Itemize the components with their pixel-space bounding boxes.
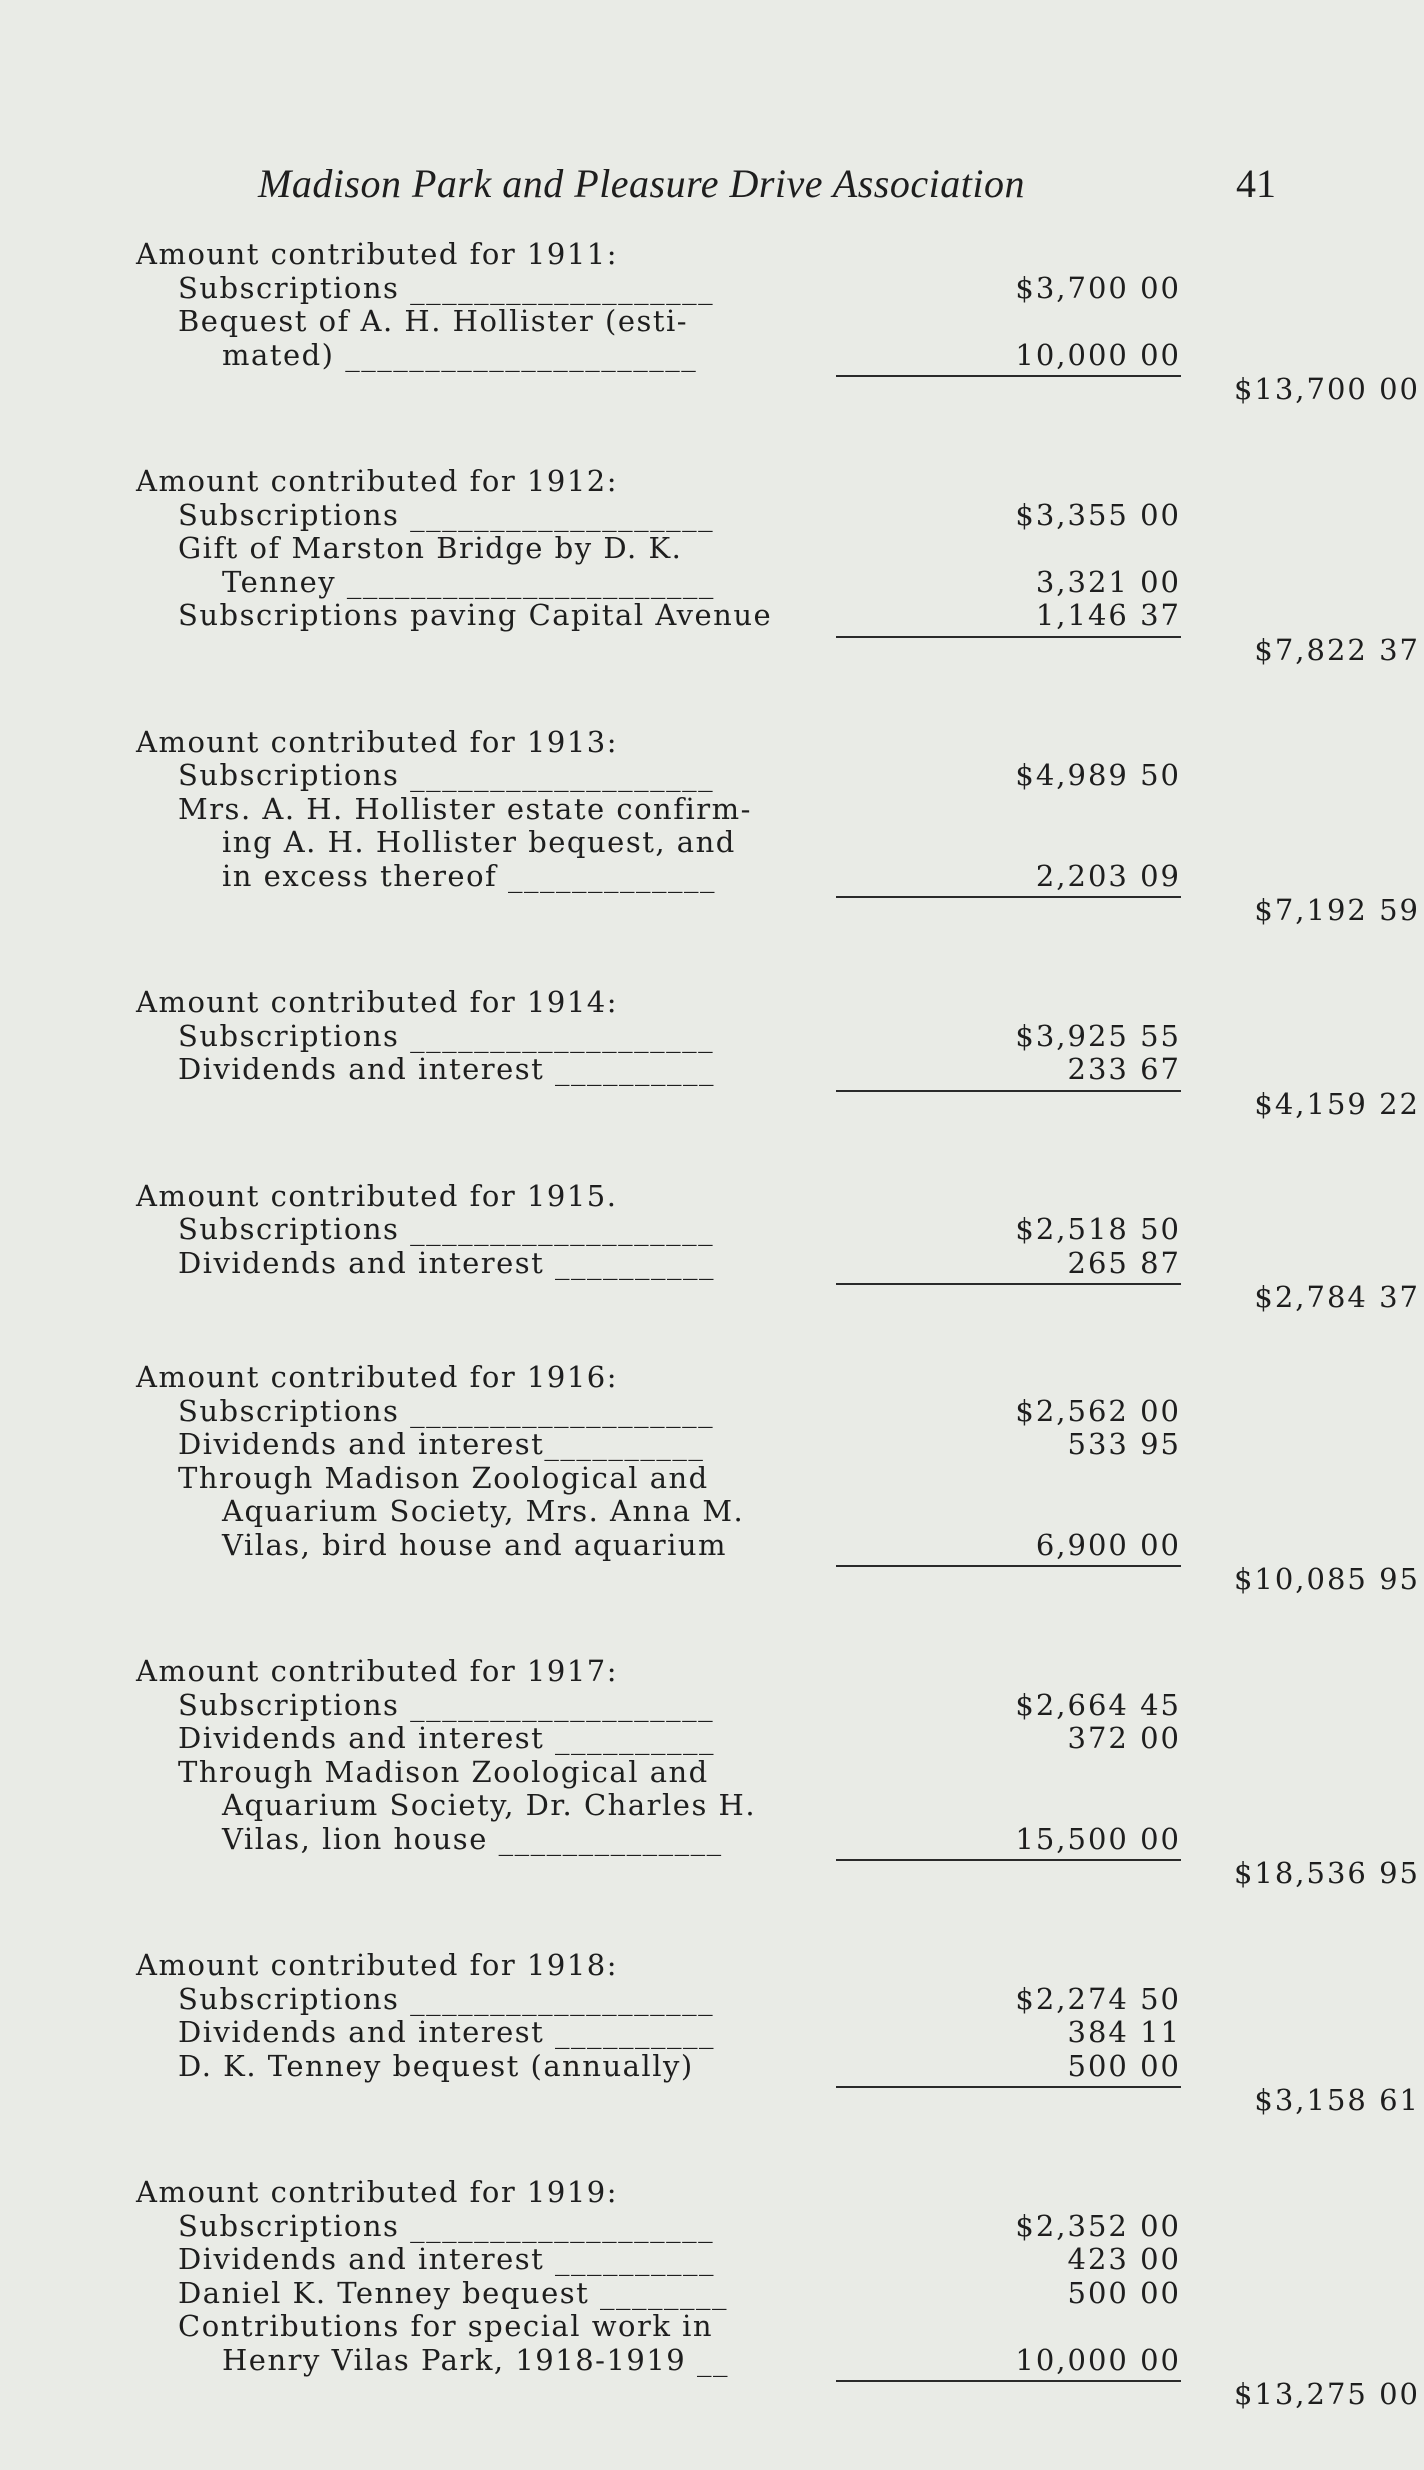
line-item (136, 2344, 1286, 2378)
item-amount: 10,000 00 (1015, 337, 1181, 372)
line-item (136, 2277, 1286, 2311)
item-amount: $2,664 45 (1015, 1687, 1181, 1722)
item-amount: 500 00 (1067, 2048, 1181, 2083)
line-item (136, 1495, 1286, 1529)
item-description: Contributions for special work in (178, 2309, 714, 2343)
item-amount: 15,500 00 (1015, 1821, 1181, 1856)
item-amount: 1,146 37 (1035, 598, 1181, 632)
year-heading: Amount contributed for 1916: (136, 1360, 618, 1394)
line-item (136, 1756, 1286, 1790)
year-heading: Amount contributed for 1912: (136, 464, 618, 498)
year-heading: Amount contributed for 1913: (136, 724, 618, 759)
year-total-row (136, 2377, 1420, 2415)
item-amount: 6,900 00 (1035, 1527, 1181, 1562)
year-total-row (136, 372, 1420, 410)
item-description: Subscriptions ___________________ (178, 1018, 715, 1053)
item-amount: 372 00 (1067, 1721, 1181, 1755)
year-total: $3,158 61 (1254, 2083, 1420, 2117)
item-description: Daniel K. Tenney bequest ________ (178, 2275, 729, 2310)
item-amount: 500 00 (1067, 2275, 1181, 2310)
item-amount: 2,203 09 (1035, 858, 1181, 893)
item-description: Henry Vilas Park, 1918-1919 __ (222, 2342, 729, 2377)
line-item (136, 1823, 1286, 1857)
item-amount: $2,352 00 (1015, 2208, 1181, 2243)
year-heading: Amount contributed for 1919: (136, 2175, 618, 2209)
item-description: Gift of Marston Bridge by D. K. (178, 531, 683, 565)
item-description: Mrs. A. H. Hollister estate confirm- (178, 791, 752, 826)
item-amount: $2,518 50 (1015, 1212, 1181, 1246)
line-item (136, 1462, 1286, 1496)
year-total-row (136, 2083, 1420, 2121)
item-description: mated) ______________________ (222, 337, 698, 372)
line-item (136, 793, 1286, 827)
item-amount: 10,000 00 (1015, 2342, 1181, 2377)
line-item (136, 2310, 1286, 2344)
year-heading: Amount contributed for 1915. (136, 1178, 618, 1213)
line-item (136, 532, 1286, 566)
year-total-row (136, 632, 1420, 671)
item-description: Vilas, bird house and aquarium (222, 1527, 728, 1562)
contributions-list (136, 237, 1420, 2470)
line-item (136, 1983, 1286, 2017)
item-description: Dividends and interest __________ (178, 1052, 716, 1086)
year-total-row (136, 1086, 1420, 1125)
item-amount: 533 95 (1067, 1427, 1181, 1461)
item-amount: $2,274 50 (1015, 1981, 1181, 2016)
year-total: $7,822 37 (1254, 632, 1420, 667)
line-item (136, 1053, 1286, 1087)
item-description: Dividends and interest __________ (178, 2015, 716, 2049)
year-total: $7,192 59 (1254, 893, 1420, 927)
item-amount: 3,321 00 (1035, 564, 1181, 599)
year-total: $10,085 95 (1233, 1562, 1420, 1596)
item-description: Dividends and interest __________ (178, 2242, 716, 2276)
item-description: Dividends and interest __________ (178, 1721, 716, 1755)
line-item (136, 499, 1286, 533)
item-description: Subscriptions ___________________ (178, 270, 715, 305)
line-item (136, 272, 1286, 306)
item-description: Through Madison Zoological and (178, 1754, 709, 1789)
line-item (136, 1247, 1286, 1281)
year-block (136, 1178, 1420, 1319)
line-item (136, 2016, 1286, 2050)
year-block (136, 1654, 1420, 1894)
year-total: $13,275 00 (1233, 2377, 1420, 2411)
page-number: 41 (1236, 161, 1276, 206)
item-amount: 384 11 (1067, 2015, 1181, 2049)
item-amount: $2,562 00 (1015, 1393, 1181, 1428)
year-heading: Amount contributed for 1911: (136, 237, 618, 271)
item-description: Subscriptions ___________________ (178, 1687, 715, 1722)
line-item (136, 2050, 1286, 2084)
year-heading: Amount contributed for 1914: (136, 985, 618, 1019)
line-item (136, 599, 1286, 633)
item-amount: 265 87 (1067, 1245, 1181, 1280)
line-item (136, 1689, 1286, 1723)
item-description: D. K. Tenney bequest (annually) (178, 2048, 694, 2083)
year-total: $18,536 95 (1233, 1856, 1420, 1890)
year-total-row (136, 1562, 1420, 1600)
line-item (136, 860, 1286, 894)
item-description: Subscriptions paving Capital Avenue (178, 598, 773, 632)
item-description: Subscriptions ___________________ (178, 1393, 715, 1428)
year-total: $13,700 00 (1233, 372, 1420, 406)
item-description: Subscriptions ___________________ (178, 758, 715, 792)
year-block (136, 464, 1420, 671)
item-description: ing A. H. Hollister bequest, and (222, 825, 736, 859)
year-total-row (136, 1280, 1420, 1318)
year-block (136, 237, 1420, 410)
item-amount: $3,700 00 (1015, 270, 1181, 305)
year-block (136, 724, 1420, 932)
item-amount: $3,925 55 (1015, 1018, 1181, 1053)
item-description: Bequest of A. H. Hollister (esti- (178, 304, 689, 338)
line-item (136, 2243, 1286, 2277)
line-item (136, 1722, 1286, 1756)
line-item (136, 1020, 1286, 1054)
item-description: Subscriptions ___________________ (178, 1212, 715, 1246)
item-amount: 423 00 (1067, 2242, 1181, 2276)
line-item (136, 759, 1286, 793)
year-total-row (136, 1856, 1420, 1894)
item-description: Tenney _______________________ (222, 564, 715, 599)
running-head: Madison Park and Pleasure Drive Association (258, 161, 1025, 206)
year-block (136, 985, 1420, 1125)
year-heading: Amount contributed for 1918: (136, 1948, 618, 1982)
line-item (136, 339, 1286, 373)
line-item (136, 1428, 1286, 1462)
item-description: Aquarium Society, Dr. Charles H. (222, 1788, 757, 1822)
line-item (136, 826, 1286, 860)
line-item (136, 1395, 1286, 1429)
item-amount: $4,989 50 (1015, 758, 1181, 792)
item-description: Subscriptions ___________________ (178, 497, 715, 532)
year-total: $2,784 37 (1254, 1280, 1420, 1314)
item-description: Subscriptions ___________________ (178, 2208, 715, 2243)
year-total-row (136, 893, 1420, 931)
line-item (136, 1213, 1286, 1247)
year-total: $4,159 22 (1254, 1086, 1420, 1121)
item-amount: 233 67 (1067, 1052, 1181, 1086)
item-description: Dividends and interest__________ (178, 1427, 705, 1461)
item-description: Vilas, lion house ______________ (222, 1821, 723, 1856)
line-item (136, 1789, 1286, 1823)
item-amount: $3,355 00 (1015, 497, 1181, 532)
item-description: Aquarium Society, Mrs. Anna M. (222, 1494, 745, 1528)
item-description: Through Madison Zoological and (178, 1460, 709, 1495)
item-description: Dividends and interest __________ (178, 1245, 716, 1280)
line-item (136, 305, 1286, 339)
line-item (136, 1529, 1286, 1563)
year-block (136, 2175, 1420, 2415)
year-block (136, 1948, 1420, 2121)
year-block (136, 1360, 1420, 1600)
item-description: in excess thereof _____________ (222, 858, 717, 893)
item-description: Subscriptions ___________________ (178, 1981, 715, 2016)
year-heading: Amount contributed for 1917: (136, 1654, 618, 1688)
line-item (136, 566, 1286, 600)
line-item (136, 2210, 1286, 2244)
